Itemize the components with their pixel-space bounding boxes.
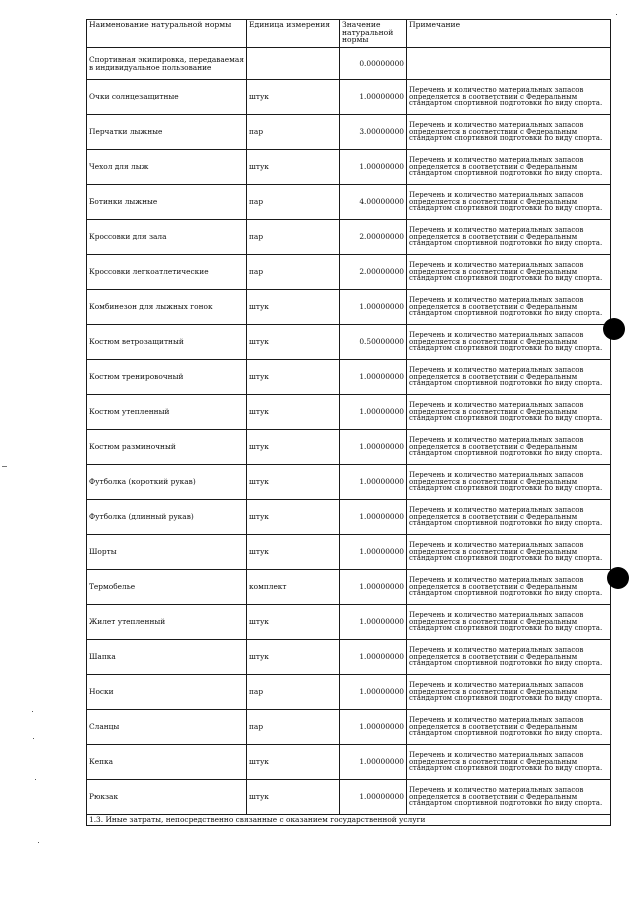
row-name: Футболка (длинный рукав) (87, 500, 247, 535)
row-value: 1.00000000 (340, 605, 407, 640)
row-value: 1.00000000 (340, 150, 407, 185)
row-unit: штук (247, 290, 340, 325)
table-row (87, 395, 611, 430)
row-value: 1.00000000 (340, 570, 407, 605)
row-name: Термобелье (87, 570, 247, 605)
row-note: Перечень и количество материальных запасов определяется в соответствии с Федеральным стандартом спортивной подготовки по виду спорта. (407, 780, 611, 815)
row-unit: штук (247, 465, 340, 500)
row-note: Перечень и количество материальных запасов определяется в соответствии с Федеральным стандартом спортивной подготовки по виду спорта. (407, 605, 611, 640)
table-subheader-row (87, 48, 611, 80)
row-name: Очки солнцезащитные (87, 80, 247, 115)
row-unit: штук (247, 395, 340, 430)
subheader-note (407, 48, 611, 80)
row-note: Перечень и количество материальных запасов определяется в соответствии с Федеральным стандартом спортивной подготовки по виду спорта. (407, 465, 611, 500)
hole-punch-mark (607, 567, 629, 589)
row-unit: штук (247, 150, 340, 185)
row-unit: комплект (247, 570, 340, 605)
header-value: Значение натуральной нормы (340, 20, 407, 48)
row-value: 1.00000000 (340, 675, 407, 710)
row-name: Носки (87, 675, 247, 710)
row-unit: пар (247, 220, 340, 255)
row-note: Перечень и количество материальных запасов определяется в соответствии с Федеральным стандартом спортивной подготовки по виду спорта. (407, 150, 611, 185)
row-name: Костюм утепленный (87, 395, 247, 430)
row-unit: штук (247, 430, 340, 465)
table-row (87, 570, 611, 605)
row-value: 1.00000000 (340, 710, 407, 745)
subheader-unit (247, 48, 340, 80)
table-row (87, 780, 611, 815)
row-unit: штук (247, 605, 340, 640)
row-value: 4.00000000 (340, 185, 407, 220)
row-name: Футболка (короткий рукав) (87, 465, 247, 500)
row-unit: пар (247, 710, 340, 745)
row-unit: штук (247, 780, 340, 815)
table-row (87, 255, 611, 290)
table-row (87, 710, 611, 745)
scan-speck (38, 842, 39, 843)
row-name: Костюм разминочный (87, 430, 247, 465)
row-name: Комбинезон для лыжных гонок (87, 290, 247, 325)
row-value: 1.00000000 (340, 395, 407, 430)
row-value: 1.00000000 (340, 500, 407, 535)
row-name: Шорты (87, 535, 247, 570)
table-row (87, 290, 611, 325)
row-value: 1.00000000 (340, 780, 407, 815)
row-name: Перчатки лыжные (87, 115, 247, 150)
row-value: 2.00000000 (340, 255, 407, 290)
row-unit: штук (247, 360, 340, 395)
table-row (87, 535, 611, 570)
row-unit: штук (247, 80, 340, 115)
row-unit: штук (247, 500, 340, 535)
row-value: 1.00000000 (340, 80, 407, 115)
row-note: Перечень и количество материальных запасов определяется в соответствии с Федеральным стандартом спортивной подготовки по виду спорта. (407, 570, 611, 605)
table-row (87, 115, 611, 150)
scan-speck (32, 711, 33, 712)
row-name: Кроссовки легкоатлетические (87, 255, 247, 290)
row-note: Перечень и количество материальных запасов определяется в соответствии с Федеральным стандартом спортивной подготовки по виду спорта. (407, 745, 611, 780)
scan-mark (2, 466, 7, 467)
table-row (87, 185, 611, 220)
row-note: Перечень и количество материальных запасов определяется в соответствии с Федеральным стандартом спортивной подготовки по виду спорта. (407, 325, 611, 360)
row-note: Перечень и количество материальных запасов определяется в соответствии с Федеральным стандартом спортивной подготовки по виду спорта. (407, 115, 611, 150)
table-row (87, 640, 611, 675)
subheader-name: Спортивная экипировка, передаваемая в индивидуальное пользование (87, 48, 247, 80)
row-value: 2.00000000 (340, 220, 407, 255)
row-name: Рюкзак (87, 780, 247, 815)
scan-speck (35, 779, 36, 780)
row-unit: штук (247, 640, 340, 675)
row-name: Сланцы (87, 710, 247, 745)
table-row (87, 220, 611, 255)
table-row (87, 360, 611, 395)
row-note: Перечень и количество материальных запасов определяется в соответствии с Федеральным стандартом спортивной подготовки по виду спорта. (407, 535, 611, 570)
row-name: Костюм тренировочный (87, 360, 247, 395)
header-unit: Единица измерения (247, 20, 340, 48)
row-note: Перечень и количество материальных запасов определяется в соответствии с Федеральным стандартом спортивной подготовки по виду спорта. (407, 640, 611, 675)
table-row (87, 325, 611, 360)
table-row (87, 745, 611, 780)
header-note: Примечание (407, 20, 611, 48)
scan-speck (33, 738, 34, 739)
norms-table (86, 19, 611, 826)
row-value: 3.00000000 (340, 115, 407, 150)
row-note: Перечень и количество материальных запасов определяется в соответствии с Федеральным стандартом спортивной подготовки по виду спорта. (407, 220, 611, 255)
row-name: Костюм ветрозащитный (87, 325, 247, 360)
row-note: Перечень и количество материальных запасов определяется в соответствии с Федеральным стандартом спортивной подготовки по виду спорта. (407, 710, 611, 745)
row-value: 1.00000000 (340, 360, 407, 395)
row-unit: штук (247, 325, 340, 360)
row-note: Перечень и количество материальных запасов определяется в соответствии с Федеральным стандартом спортивной подготовки по виду спорта. (407, 255, 611, 290)
hole-punch-mark (603, 318, 625, 340)
table-row (87, 430, 611, 465)
table-footer-row (87, 815, 611, 826)
row-note: Перечень и количество материальных запасов определяется в соответствии с Федеральным стандартом спортивной подготовки по виду спорта. (407, 185, 611, 220)
row-note: Перечень и количество материальных запасов определяется в соответствии с Федеральным стандартом спортивной подготовки по виду спорта. (407, 430, 611, 465)
scan-speck (616, 14, 617, 15)
table-header-row (87, 20, 611, 48)
row-name: Чехол для лыж (87, 150, 247, 185)
row-name: Кепка (87, 745, 247, 780)
table-row (87, 500, 611, 535)
table-row (87, 150, 611, 185)
section-footer-text: 1.3. Иные затраты, непосредственно связанные с оказанием государственной услуги (87, 815, 611, 826)
row-value: 1.00000000 (340, 290, 407, 325)
row-unit: пар (247, 255, 340, 290)
row-value: 1.00000000 (340, 640, 407, 675)
table-row (87, 605, 611, 640)
row-note: Перечень и количество материальных запасов определяется в соответствии с Федеральным стандартом спортивной подготовки по виду спорта. (407, 360, 611, 395)
row-note: Перечень и количество материальных запасов определяется в соответствии с Федеральным стандартом спортивной подготовки по виду спорта. (407, 290, 611, 325)
row-value: 1.00000000 (340, 430, 407, 465)
table-row (87, 465, 611, 500)
row-unit: пар (247, 185, 340, 220)
subheader-value: 0.00000000 (340, 48, 407, 80)
row-note: Перечень и количество материальных запасов определяется в соответствии с Федеральным стандартом спортивной подготовки по виду спорта. (407, 80, 611, 115)
row-unit: штук (247, 535, 340, 570)
table-row (87, 80, 611, 115)
row-name: Жилет утепленный (87, 605, 247, 640)
row-name: Кроссовки для зала (87, 220, 247, 255)
row-unit: пар (247, 115, 340, 150)
row-note: Перечень и количество материальных запасов определяется в соответствии с Федеральным стандартом спортивной подготовки по виду спорта. (407, 395, 611, 430)
header-name: Наименование натуральной нормы (87, 20, 247, 48)
row-note: Перечень и количество материальных запасов определяется в соответствии с Федеральным стандартом спортивной подготовки по виду спорта. (407, 500, 611, 535)
row-unit: пар (247, 675, 340, 710)
row-value: 0.50000000 (340, 325, 407, 360)
row-note: Перечень и количество материальных запасов определяется в соответствии с Федеральным стандартом спортивной подготовки по виду спорта. (407, 675, 611, 710)
row-unit: штук (247, 745, 340, 780)
row-value: 1.00000000 (340, 465, 407, 500)
table-row (87, 675, 611, 710)
row-name: Ботинки лыжные (87, 185, 247, 220)
row-value: 1.00000000 (340, 745, 407, 780)
row-value: 1.00000000 (340, 535, 407, 570)
row-name: Шапка (87, 640, 247, 675)
